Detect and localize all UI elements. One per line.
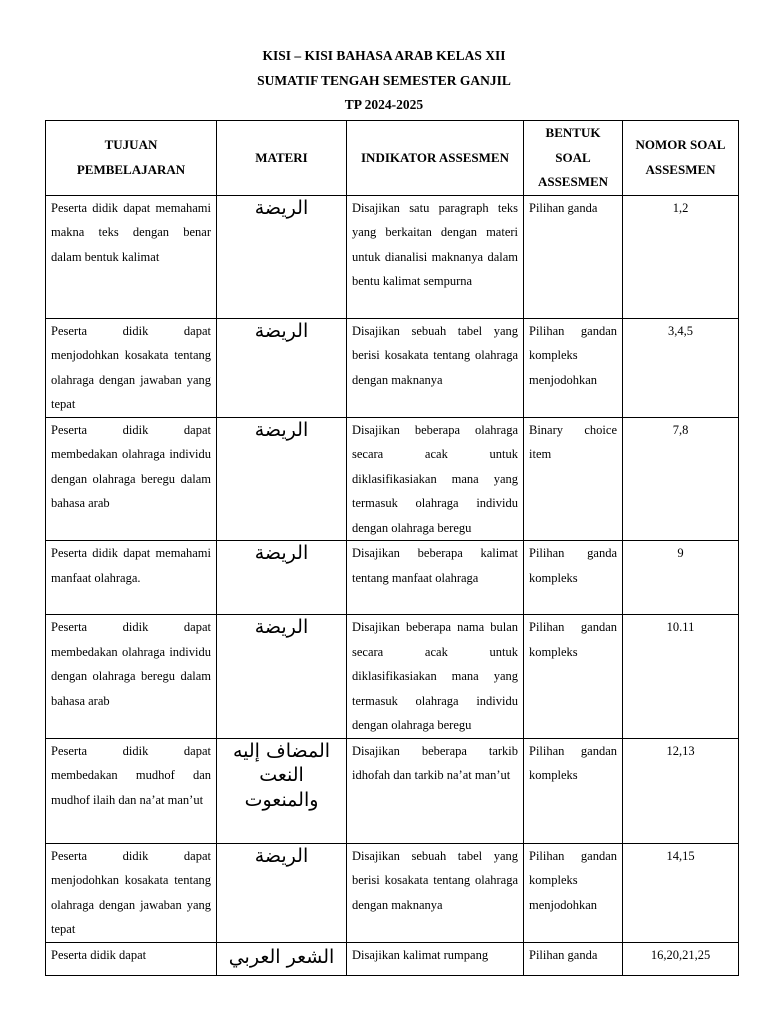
cell-nomor: 3,4,5 [623,318,739,417]
table-row [46,318,739,417]
cell-bentuk: Pilihan ganda [524,942,623,975]
cell-materi: الشعر العربي [217,942,347,975]
title-line-3: TP 2024-2025 [344,97,424,112]
table-row [46,541,739,615]
table-row [46,942,739,975]
cell-nomor: 16,20,21,25 [623,942,739,975]
cell-tujuan: Peserta didik dapat [46,942,217,975]
cell-materi: الريضة [217,417,347,541]
cell-materi: الريضة [217,195,347,318]
cell-indikator: Disajikan sebuah tabel yang berisi kosakata tentang olahraga dengan maknanya [347,318,524,417]
cell-nomor: 1,2 [623,195,739,318]
cell-bentuk: Pilihan gandan kompleks menjodohkan [524,318,623,417]
table-header-row [46,121,739,196]
kisi-table [45,120,739,976]
cell-indikator: Disajikan beberapa tarkib idhofah dan tarkib na’at man’ut [347,738,524,843]
cell-indikator: Disajikan beberapa olahraga secara acak untuk diklasifikasiakan mana yang termasuk olahraga individu dengan olahraga beregu [347,417,524,541]
cell-tujuan: Peserta didik dapat memahami makna teks dengan benar dalam bentuk kalimat [46,195,217,318]
table-row [46,843,739,942]
table-row [46,615,739,739]
cell-tujuan: Peserta didik dapat membedakan mudhof dan mudhof ilaih dan na’at man’ut [46,738,217,843]
cell-indikator: Disajikan kalimat rumpang [347,942,524,975]
column-header-nomor: NOMOR SOAL ASSESMEN [623,121,739,196]
cell-materi: الريضة [217,318,347,417]
column-header-indikator: INDIKATOR ASSESMEN [347,121,524,196]
title-line-1: KISI – KISI BAHASA ARAB KELAS XII [262,48,506,63]
cell-indikator: Disajikan beberapa kalimat tentang manfaat olahraga [347,541,524,615]
cell-nomor: 10.11 [623,615,739,739]
cell-nomor: 14,15 [623,843,739,942]
cell-indikator: Disajikan satu paragraph teks yang berkaitan dengan materi untuk dianalisi maknanya dalam bentu kalimat sempurna [347,195,524,318]
cell-nomor: 7,8 [623,417,739,541]
cell-bentuk: Binary choice item [524,417,623,541]
cell-tujuan: Peserta didik dapat membedakan olahraga individu dengan olahraga beregu dalam bahasa arab [46,615,217,739]
table-row [46,738,739,843]
cell-materi: الريضة [217,843,347,942]
cell-nomor: 9 [623,541,739,615]
cell-indikator: Disajikan beberapa nama bulan secara acak untuk diklasifikasiakan mana yang termasuk olahraga individu dengan olahraga beregu [347,615,524,739]
title-line-2: SUMATIF TENGAH SEMESTER GANJIL [257,72,511,88]
cell-materi: الريضة [217,541,347,615]
cell-bentuk: Pilihan ganda [524,195,623,318]
cell-bentuk: Pilihan gandan kompleks [524,738,623,843]
cell-tujuan: Peserta didik dapat menjodohkan kosakata tentang olahraga dengan jawaban yang tepat [46,843,217,942]
cell-bentuk: Pilihan ganda kompleks [524,541,623,615]
cell-tujuan: Peserta didik dapat memahami manfaat olahraga. [46,541,217,615]
cell-bentuk: Pilihan gandan kompleks menjodohkan [524,843,623,942]
column-header-materi: MATERI [217,121,347,196]
cell-materi: الريضة [217,615,347,739]
cell-tujuan: Peserta didik dapat membedakan olahraga individu dengan olahraga beregu dalam bahasa arab [46,417,217,541]
table-row [46,417,739,541]
column-header-tujuan: TUJUAN PEMBELAJARAN [46,121,217,196]
cell-materi: المضاف إليه النعت والمنعوت [217,738,347,843]
cell-bentuk: Pilihan gandan kompleks [524,615,623,739]
document-title [0,44,768,118]
cell-tujuan: Peserta didik dapat menjodohkan kosakata tentang olahraga dengan jawaban yang tepat [46,318,217,417]
cell-nomor: 12,13 [623,738,739,843]
table-row [46,195,739,318]
cell-indikator: Disajikan sebuah tabel yang berisi kosakata tentang olahraga dengan maknanya [347,843,524,942]
column-header-bentuk: BENTUK SOAL ASSESMEN [524,121,623,196]
